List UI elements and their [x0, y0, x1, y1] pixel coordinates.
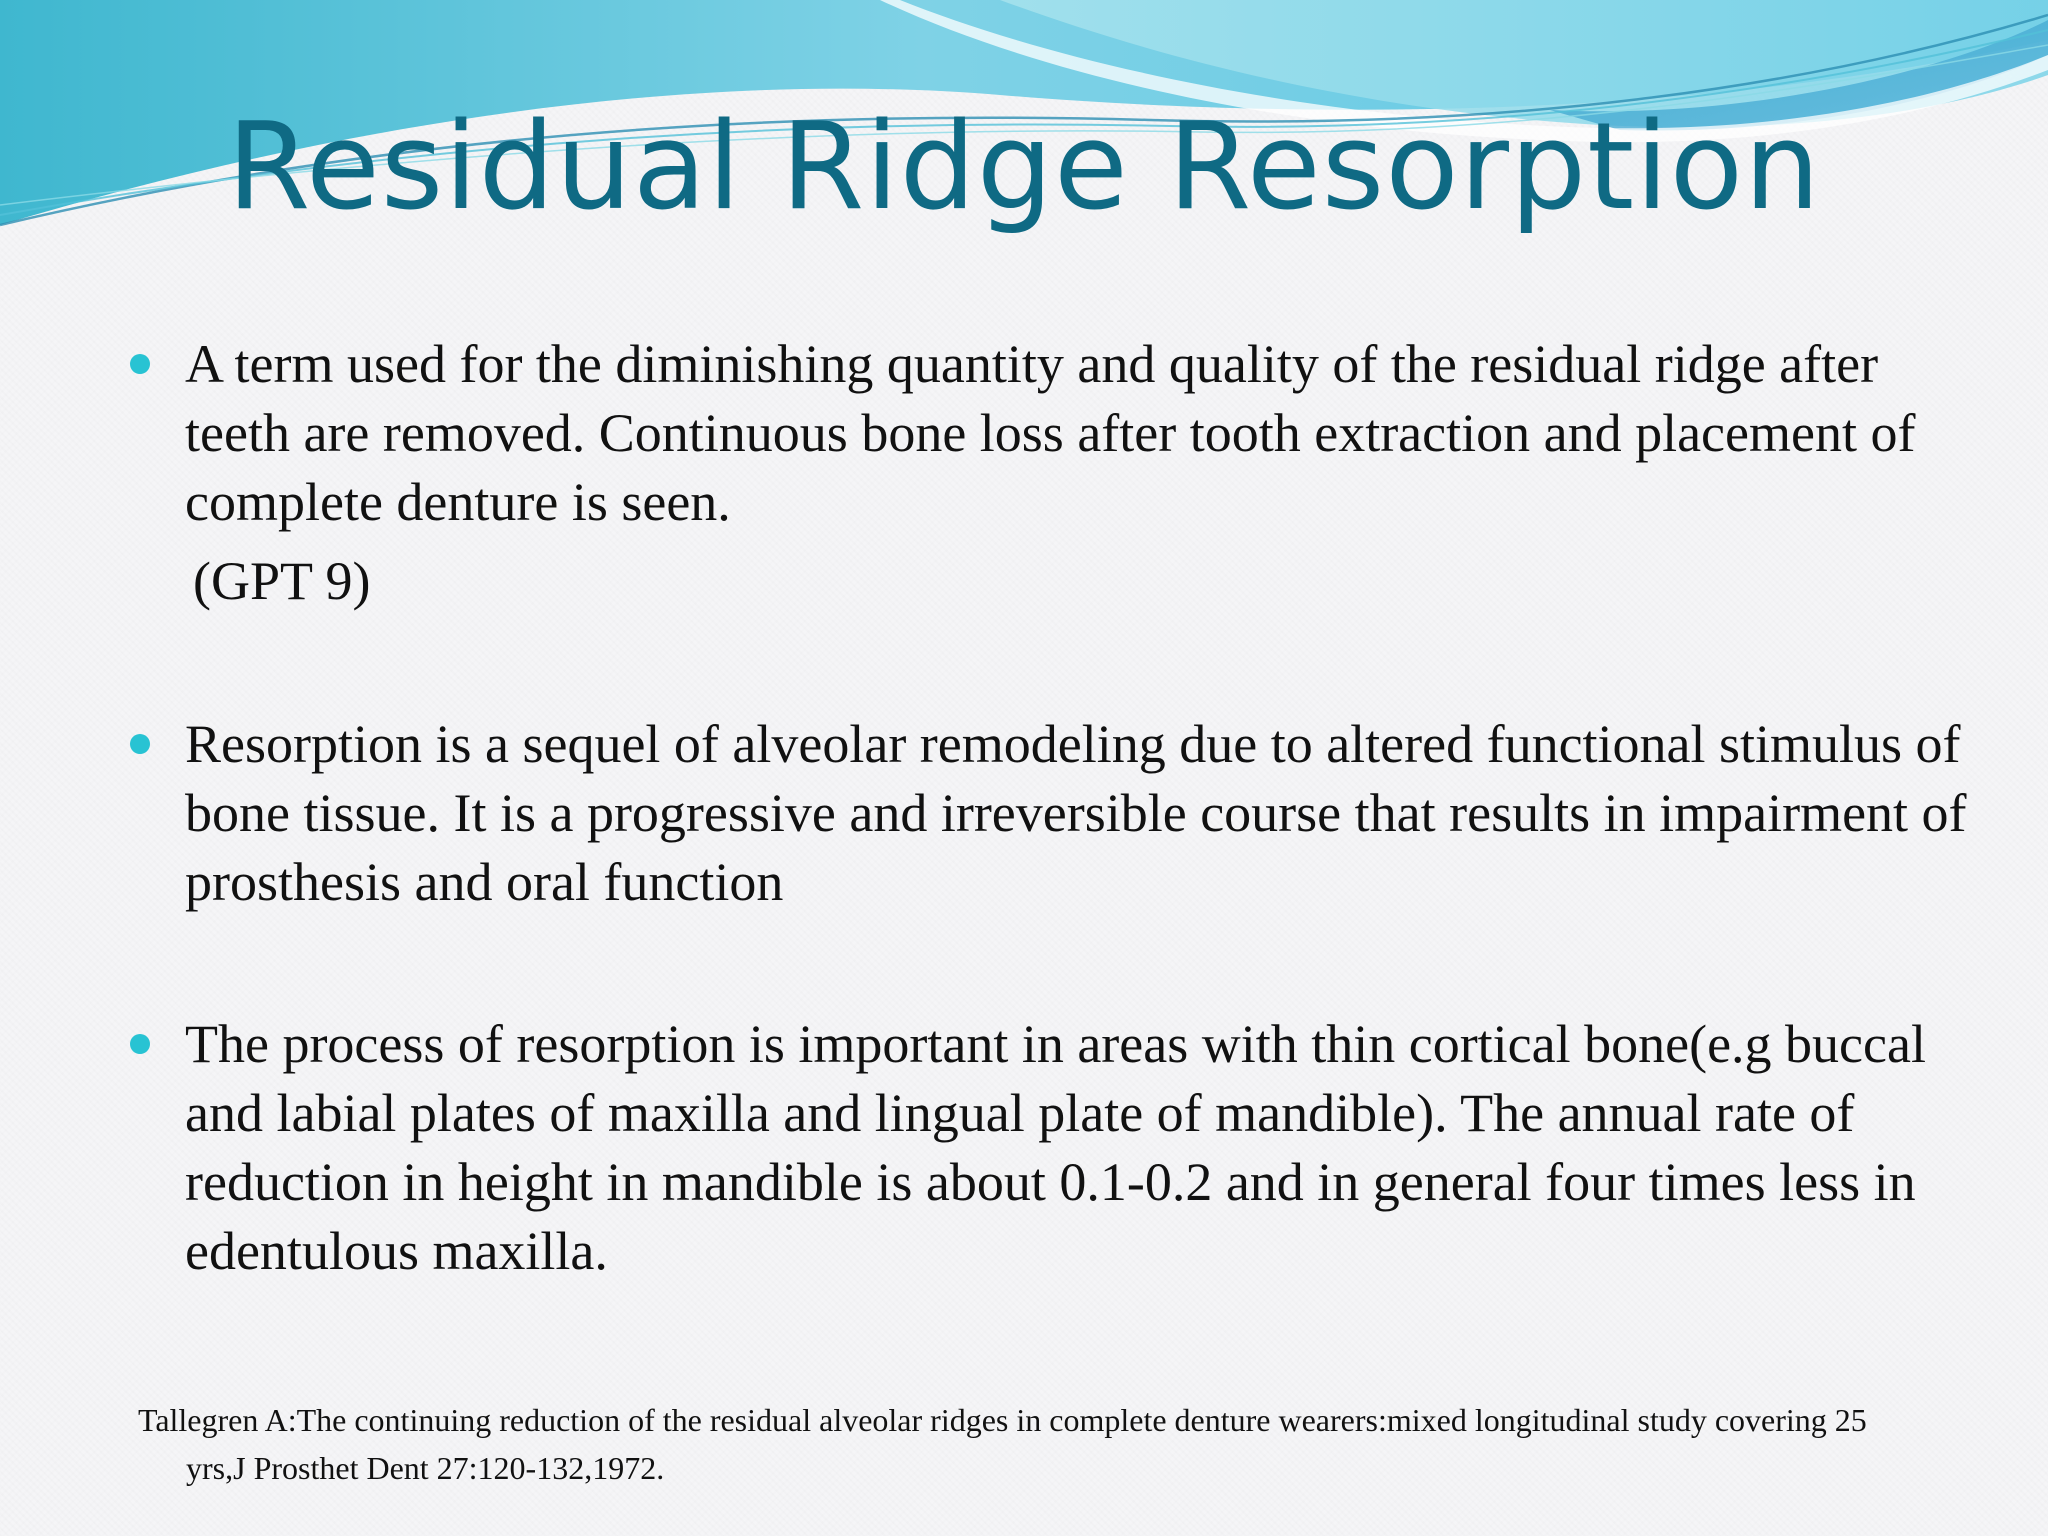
bullet-item-definition	[130, 330, 1930, 616]
bullet-dot-icon	[130, 734, 150, 754]
citation-gpt: (GPT 9)	[193, 551, 371, 611]
bullet-list	[130, 330, 1967, 1281]
bullet-item-process	[130, 1010, 1985, 1286]
bullet-text: The process of resorption is important in areas with thin cortical bone(e.g buccal and labial plates of maxilla and lingual plate of mandible). The annual rate of reduction in height in mandible is about 0.1-0.2 and in general four times less in edentulous maxilla.	[185, 1014, 1926, 1281]
bullet-item-remodeling	[130, 710, 1985, 917]
slide-title: Residual Ridge Resorption	[226, 98, 1822, 237]
bullet-dot-icon	[130, 354, 150, 374]
bullet-dot-icon	[130, 1034, 150, 1054]
reference-citation: Tallegren A:The continuing reduction of the residual alveolar ridges in complete denture wearers:mixed longitudinal study covering 25 yrs,J Prosthet Dent 27:120-132,1972.	[138, 1402, 1867, 1486]
bullet-text: Resorption is a sequel of alveolar remodeling due to altered functional stimulus of bone tissue. It is a progressive and irreversible course that results in impairment of prosthesis and oral function	[185, 714, 1967, 912]
bullet-text: A term used for the diminishing quantity and quality of the residual ridge after teeth are removed. Continuous bone loss after tooth extraction and placement of complete denture is seen.	[185, 334, 1916, 532]
